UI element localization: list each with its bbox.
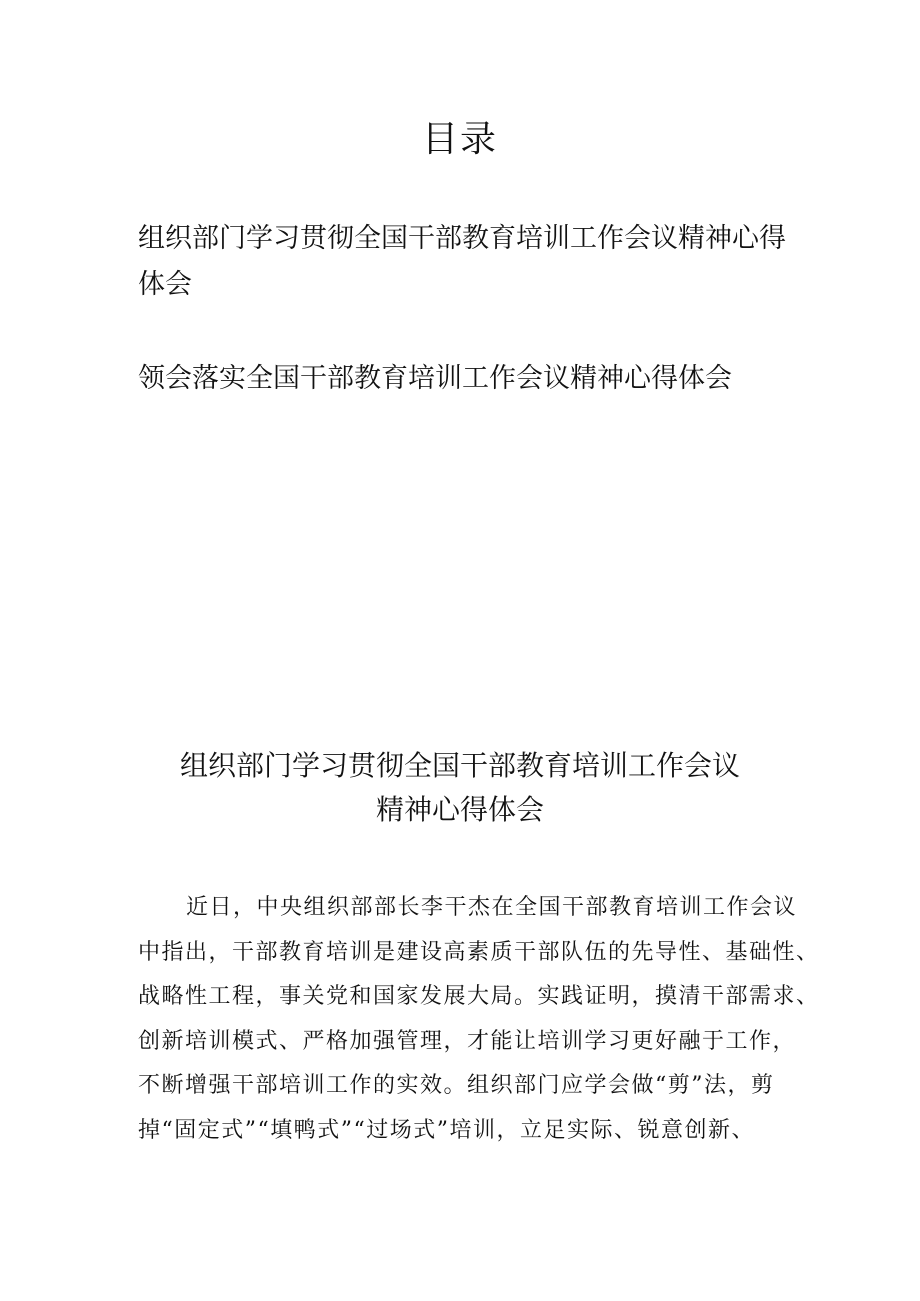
body-line: 战略性工程，事关党和国家发展大局。实践证明，摸清干部需求、 [138, 984, 820, 1009]
toc-title: 目录 [421, 119, 498, 160]
article-title-line-1: 组织部门学习贯彻全国干部教育培训工作会议 [179, 749, 740, 782]
toc-item-1[interactable]: 组织部门学习贯彻全国干部教育培训工作会议精神心得体会 [138, 223, 786, 300]
article-body [138, 886, 820, 1153]
body-line: 创新培训模式、严格加强管理，才能让培训学习更好融于工作， [138, 1028, 797, 1054]
body-line: 中指出，干部教育培训是建设高素质干部队伍的先导性、基础性、 [138, 939, 820, 965]
body-line: 掉“固定式”“填鸭式”“过场式”培训，立足实际、锐意创新、 [138, 1117, 755, 1143]
body-line: 近日，中央组织部部长李干杰在全国干部教育培训工作会议 [186, 895, 798, 920]
toc-item-2[interactable]: 领会落实全国干部教育培训工作会议精神心得体会 [138, 363, 732, 394]
article-title-line-2: 精神心得体会 [375, 793, 544, 826]
table-of-contents [138, 216, 798, 402]
body-line: 不断增强干部培训工作的实效。组织部门应学会做“剪”法，剪 [138, 1073, 775, 1098]
article-title [0, 744, 920, 832]
